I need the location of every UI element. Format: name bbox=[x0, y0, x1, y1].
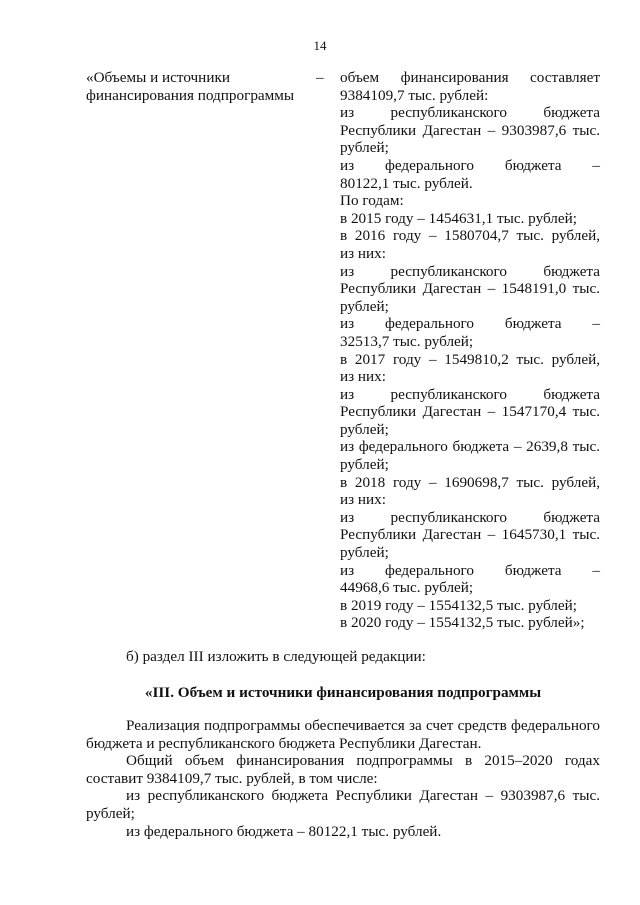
passport-value-line: в 2020 году – 1554132,5 тыс. рублей»; bbox=[340, 614, 585, 632]
section-body bbox=[86, 717, 600, 840]
passport-value-line: 32513,7 тыс. рублей; bbox=[340, 332, 474, 350]
passport-value-line: Республики Дагестан – 1548191,0 тыс. bbox=[340, 280, 600, 298]
instruction-text: б) раздел III изложить в следующей редакции: bbox=[126, 648, 426, 665]
passport-dash: – bbox=[316, 69, 324, 86]
passport-value-line: Республики Дагестан – 9303987,6 тыс. bbox=[340, 121, 600, 139]
page-number: 14 bbox=[313, 38, 327, 53]
passport-value-line: в 2019 году – 1554132,5 тыс. рублей; bbox=[340, 596, 577, 614]
passport-value bbox=[340, 69, 600, 632]
paragraph: Общий объем финансирования подпрограммы в 2015–2020 годах составит 9384109,7 тыс. рублей, в том числе: bbox=[86, 752, 600, 787]
passport-value-line: 80122,1 тыс. рублей. bbox=[340, 174, 473, 192]
section-heading: «III. Объем и источники финансирования подпрограммы bbox=[144, 684, 542, 701]
passport-label: «Объемы и источники финансирования подпрограммы bbox=[86, 69, 295, 104]
passport-value-line: из федерального бюджета – bbox=[340, 156, 600, 174]
passport-value-line: из федерального бюджета – 2639,8 тыс. bbox=[340, 438, 600, 456]
passport-value-line: рублей; bbox=[340, 544, 389, 562]
passport-value-line: из республиканского бюджета bbox=[340, 262, 600, 280]
passport-value-line: из них: bbox=[340, 244, 386, 262]
passport-value-line: рублей; bbox=[340, 456, 389, 474]
passport-value-line: в 2018 году – 1690698,7 тыс. рублей, bbox=[340, 473, 600, 491]
passport-value-line: из федерального бюджета – bbox=[340, 315, 600, 333]
passport-value-line: Республики Дагестан – 1645730,1 тыс. bbox=[340, 526, 600, 544]
passport-value-line: в 2017 году – 1549810,2 тыс. рублей, bbox=[340, 350, 600, 368]
passport-value-line: из них: bbox=[340, 368, 386, 386]
passport-value-line: рублей; bbox=[340, 297, 389, 315]
passport-value-line: 44968,6 тыс. рублей; bbox=[340, 579, 474, 597]
passport-value-line: По годам: bbox=[340, 192, 404, 210]
passport-value-line: из республиканского бюджета bbox=[340, 508, 600, 526]
paragraph: из федерального бюджета – 80122,1 тыс. рублей. bbox=[126, 822, 442, 840]
passport-value-line: рублей; bbox=[340, 139, 389, 157]
passport-value-line: из федерального бюджета – bbox=[340, 561, 600, 579]
passport-value-line: в 2016 году – 1580704,7 тыс. рублей, bbox=[340, 227, 600, 245]
passport-value-line: 9384109,7 тыс. рублей: bbox=[340, 86, 489, 104]
passport-value-line: из них: bbox=[340, 491, 386, 509]
passport-value-line: Республики Дагестан – 1547170,4 тыс. bbox=[340, 403, 600, 421]
passport-value-line: объем финансирования составляет bbox=[340, 69, 600, 86]
passport-value-line: из республиканского бюджета bbox=[340, 385, 600, 403]
paragraph: Реализация подпрограммы обеспечивается за счет средств федерального бюджета и республиканского бюджета Республики Дагестан. bbox=[86, 717, 600, 752]
paragraph: из республиканского бюджета Республики Дагестан – 9303987,6 тыс. рублей; bbox=[86, 787, 600, 822]
passport-value-line: в 2015 году – 1454631,1 тыс. рублей; bbox=[340, 209, 577, 227]
passport-value-line: из республиканского бюджета bbox=[340, 104, 600, 122]
passport-value-line: рублей; bbox=[340, 420, 389, 438]
